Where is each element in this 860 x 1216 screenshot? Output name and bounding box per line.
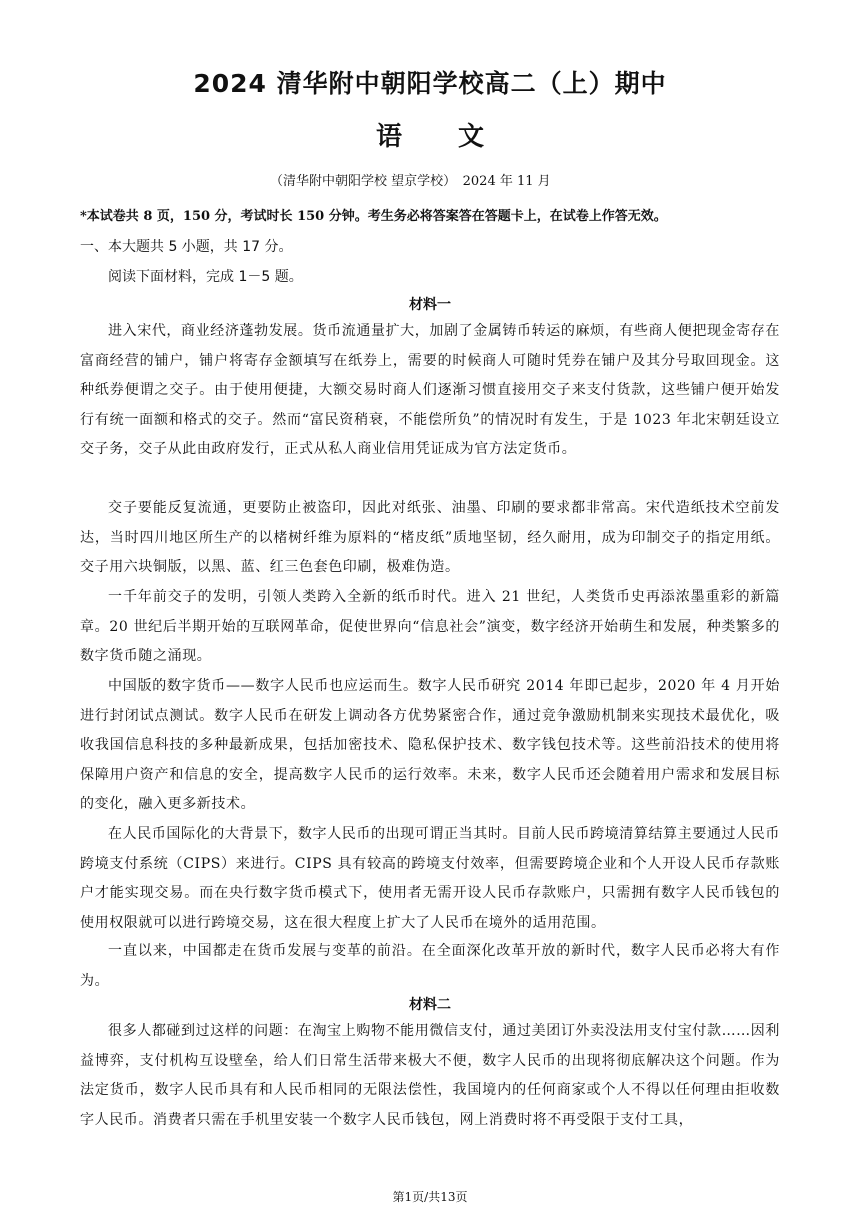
- school-date-line: （清华附中朝阳学校 望京学校） 2024 年 11 月: [270, 174, 551, 189]
- subject-title: [0, 116, 860, 153]
- material-2-paragraph-1: 很多人都碰到过这样的问题：在淘宝上购物不能用微信支付，通过美团订外卖没法用支付宝付款……因利益博弈，支付机构互设壁垒，给人们日常生活带来极大不便，数字人民币的出现将彻底解决这个问题。作为法定货币，数字人民币具有和人民币相同的无限法偿性，我国境内的任何商家或个人不得以任何理由拒收数字人民币。消费者只需在手机里安装一个数字人民币钱包，网上消费时将不再受限于支付工具，: [80, 1023, 780, 1128]
- material-1-paragraph-1: 进入宋代，商业经济蓬勃发展。货币流通量扩大，加剧了金属铸币转运的麻烦，有些商人便把现金寄存在富商经营的铺户，铺户将寄存金额填写在纸券上，需要的时候商人可随时凭券在铺户及其分号取回现金。这种纸券便谓之交子。由于使用便捷，大额交易时商人们逐渐习惯直接用交子来支付货款，这些铺户便开始发行有统一面额和格式的交子。然而“富民资稍衰，不能偿所负”的情况时有发生，于是 1023 年北宋朝廷设立交子务，交子从此由政府发行，正式从私人商业信用凭证成为官方法定货币。: [80, 323, 780, 457]
- exam-title: 2024 清华附中朝阳学校高二（上）期中: [193, 69, 667, 98]
- material-1-paragraph-4: 中国版的数字货币——数字人民币也应运而生。数字人民币研究 2014 年即已起步，2020 年 4 月开始进行封闭试点测试。数字人民币在研发上调动各方优势紧密合作，通过竞争激励机制来实现技术最优化，吸收我国信息科技的多种最新成果，包括加密技术、隐私保护技术、数字钱包技术等。这些前沿技术的使用将保障用户资产和信息的安全，提高数字人民币的运行效率。未来，数字人民币还会随着用户需求和发展目标的变化，融入更多新技术。: [80, 678, 780, 812]
- material-1-paragraph-6: 一直以来，中国都走在货币发展与变革的前沿。在全面深化改革开放的新时代，数字人民币必将大有作为。: [80, 943, 780, 989]
- material-1-paragraph-2: 交子要能反复流通，更要防止被盗印，因此对纸张、油墨、印刷的要求都非常高。宋代造纸技术空前发达，当时四川地区所生产的以楮树纤维为原料的“楮皮纸”质地坚韧，经久耐用，成为印制交子的指定用纸。交子用六块铜版，以黑、蓝、红三色套色印刷，极难伪造。: [80, 500, 780, 575]
- section-title: 一、本大题共 5 小题，共 17 分。: [80, 239, 293, 255]
- page-number: 第1页/共13页: [392, 1190, 468, 1204]
- exam-notice: *本试卷共 8 页，150 分，考试时长 150 分钟。考生务必将答案答在答题卡上，在试卷上作答无效。: [80, 209, 667, 224]
- material-1-paragraph-3: 一千年前交子的发明，引领人类跨入全新的纸币时代。进入 21 世纪，人类货币史再添浓墨重彩的新篇章。20 世纪后半期开始的互联网革命，促使世界向“信息社会”演变，数字经济开始萌生和发展，种类繁多的数字货币随之涌现。: [80, 589, 780, 664]
- subject-char-1: 语: [375, 122, 402, 152]
- material-2-heading: 材料二: [409, 997, 451, 1013]
- material-1-paragraph-5: 在人民币国际化的大背景下，数字人民币的出现可谓正当其时。目前人民币跨境清算结算主要通过人民币跨境支付系统（CIPS）来进行。CIPS 具有较高的跨境支付效率，但需要跨境企业和个人开设人民币存款账户才能实现交易。而在央行数字货币模式下，使用者无需开设人民币存款账户，只需拥有数字人民币钱包的使用权限就可以进行跨境交易，这在很大程度上扩大了人民币在境外的适用范围。: [80, 826, 780, 931]
- section-instruction: 阅读下面材料，完成 1－5 题。: [108, 269, 303, 285]
- material-1-heading: 材料一: [409, 297, 451, 313]
- subject-char-2: 文: [458, 122, 485, 152]
